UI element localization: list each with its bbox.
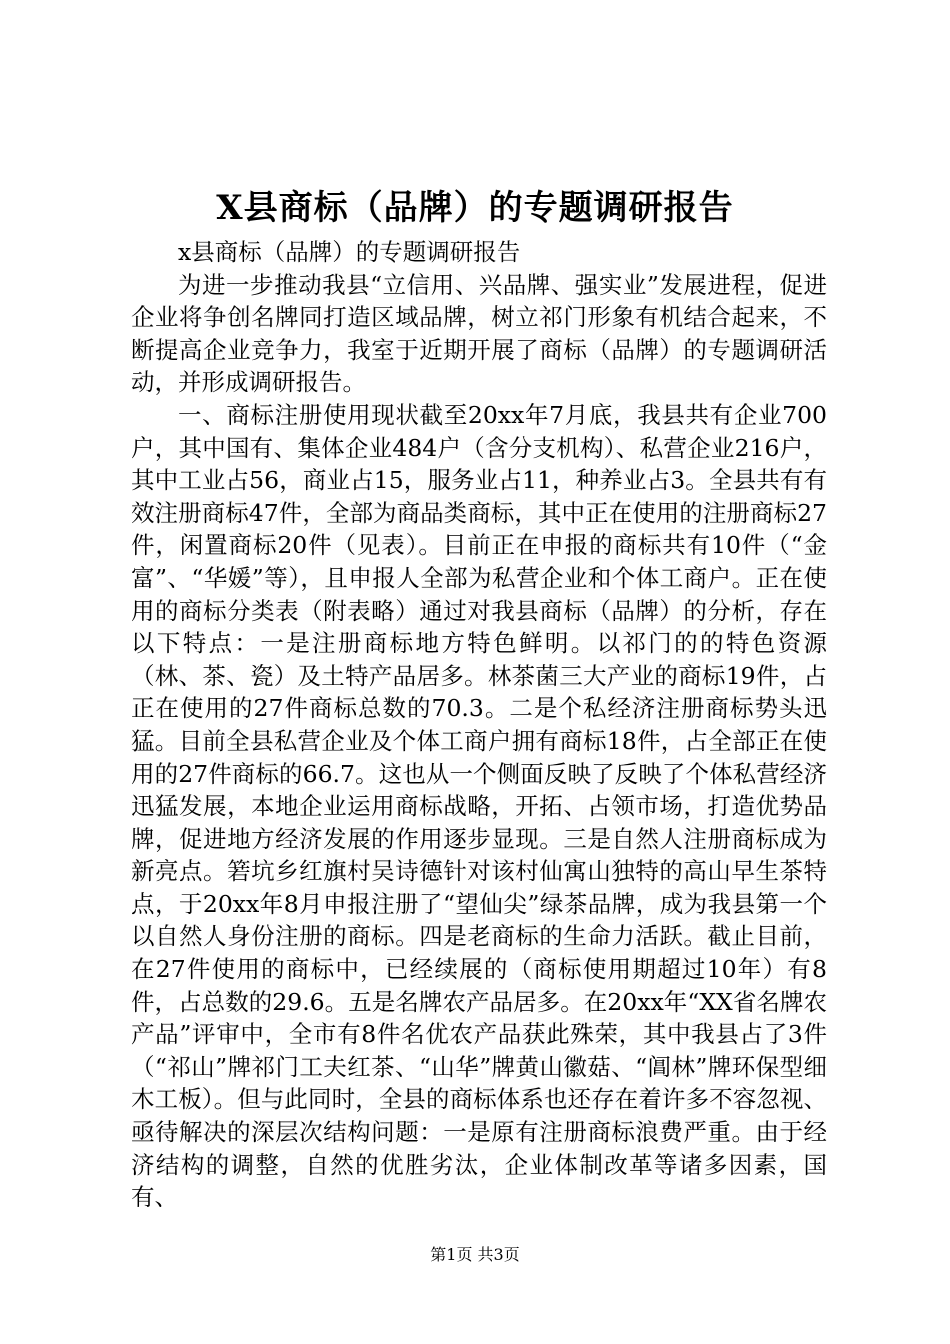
document-title: X县商标（品牌）的专题调研报告 xyxy=(216,188,734,228)
document-body xyxy=(131,236,827,1214)
subtitle-paragraph: x县商标（品牌）的专题调研报告 xyxy=(178,238,521,266)
section-one-paragraph: 一、商标注册使用现状截至20xx年7月底，我县共有企业700户，其中国有、集体企业484户（含分支机构）、私营企业216户，其中工业占56，商业占15，服务业占11，种养业占3。全县共有有效注册商标47件，全部为商品类商标，其中正在使用的注册商标27件，闲置商标20件（见表）。目前正在申报的商标共有10件（“金富”、“华媛”等），且申报人全部为私营企业和个体工商户。正在使用的商标分类表（附表略）通过对我县商标（品牌）的分析，存在以下特点：一是注册商标地方特色鲜明。以祁门的的特色资源（林、茶、瓷）及土特产品居多。林茶菌三大产业的商标19件，占正在使用的27件商标总数的70.3。二是个私经济注册商标势头迅猛。目前全县私营企业及个体工商户拥有商标18件，占全部正在使用的27件商标的66.7。这也从一个侧面反映了反映了个体私营经济迅猛发展，本地企业运用商标战略，开拓、占领市场，打造优势品牌，促进地方经济发展的作用逐步显现。三是自然人注册商标成为新亮点。箬坑乡红旗村吴诗德针对该村仙寓山独特的高山早生茶特点，于20xx年8月申报注册了“望仙尖”绿茶品牌，成为我县第一个以自然人身份注册的商标。四是老商标的生命力活跃。截止目前，在27件使用的商标中，已经续展的（商标使用期超过10年）有8件，占总数的29.6。五是名牌农产品居多。在20xx年“XX省名牌农产品”评审中，全市有8件名优农产品获此殊荣，其中我县占了3件（“祁山”牌祁门工夫红茶、“山华”牌黄山徽菇、“阊林”牌环保型细木工板）。但与此同时，全县的商标体系也还存在着许多不容忽视、亟待解决的深层次结构问题：一是原有注册商标浪费严重。由于经济结构的调整，自然的优胜劣汰，企业体制改革等诸多因素，国有、 xyxy=(131,400,827,1212)
page-footer: 第1页 共3页 xyxy=(430,1245,520,1264)
intro-paragraph: 为进一步推动我县“立信用、兴品牌、强实业”发展进程，促进企业将争创名牌同打造区域品牌，树立祁门形象有机结合起来，不断提高企业竞争力，我室于近期开展了商标（品牌）的专题调研活动，并形成调研报告。 xyxy=(131,270,827,397)
